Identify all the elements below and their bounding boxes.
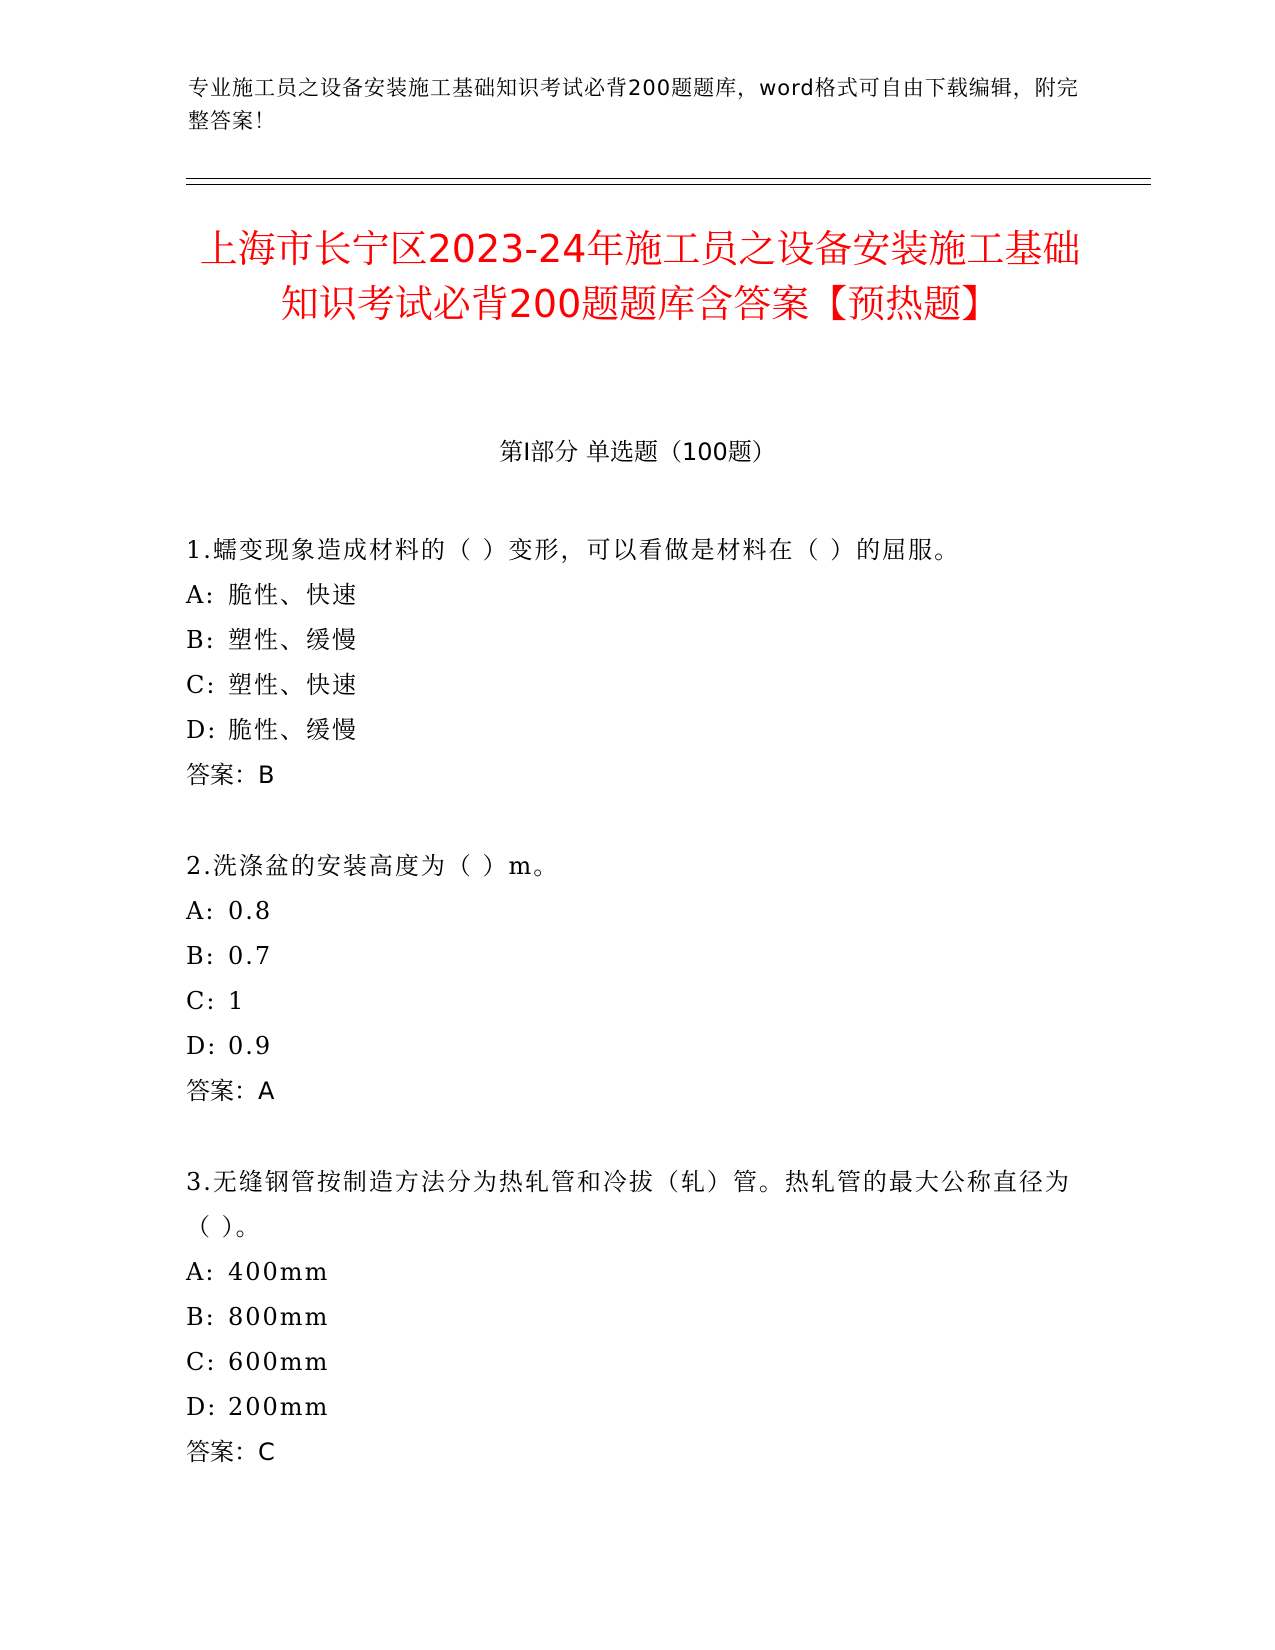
answer-text: 答案：B (186, 761, 275, 789)
option-a (186, 889, 1086, 934)
option-b (186, 618, 1086, 663)
option-text: 200mm (228, 1393, 330, 1421)
question-item (186, 1160, 1086, 1475)
option-text: 0.9 (228, 1032, 273, 1060)
option-text: 400mm (228, 1258, 330, 1286)
option-text: 0.8 (228, 897, 273, 925)
option-b (186, 934, 1086, 979)
question-item (186, 844, 1086, 1114)
header-divider-bottom (186, 184, 1151, 185)
option-d (186, 708, 1086, 753)
question-text: 1.蠕变现象造成材料的（ ）变形，可以看做是材料在（ ）的屈服。 (186, 536, 961, 564)
option-letter: B: (186, 1303, 216, 1331)
option-text: 800mm (228, 1303, 330, 1331)
option-letter: A: (186, 581, 216, 609)
option-c (186, 1340, 1086, 1385)
question-list (186, 528, 1086, 1521)
option-text: 1 (228, 987, 246, 1015)
option-letter: A: (186, 1258, 216, 1286)
intro-text: 专业施工员之设备安装施工基础知识考试必背200题题库，word格式可自由下载编辑，附完整答案！ (188, 76, 1079, 133)
option-text: 脆性、快速 (228, 581, 358, 609)
header-divider-top (186, 178, 1151, 179)
option-letter: C: (186, 987, 217, 1015)
option-letter: D: (186, 1393, 218, 1421)
question-text: 2.洗涤盆的安装高度为（ ）m。 (186, 852, 560, 880)
option-b (186, 1295, 1086, 1340)
option-text: 0.7 (228, 942, 273, 970)
option-letter: D: (186, 1032, 218, 1060)
option-letter: D: (186, 716, 218, 744)
option-text: 600mm (228, 1348, 330, 1376)
option-c (186, 979, 1086, 1024)
option-text: 塑性、缓慢 (228, 626, 358, 654)
option-a (186, 1250, 1086, 1295)
section-heading: 第Ⅰ部分 单选题（100题） (499, 438, 776, 466)
option-letter: A: (186, 897, 216, 925)
answer-text: 答案：C (186, 1438, 275, 1466)
option-d (186, 1385, 1086, 1430)
option-letter: C: (186, 1348, 217, 1376)
option-text: 塑性、快速 (228, 671, 358, 699)
question-item (186, 528, 1086, 798)
option-letter: B: (186, 626, 216, 654)
document-title: 上海市长宁区2023-24年施工员之设备安装施工基础知识考试必背200题题库含答案【预热题】 (199, 227, 1081, 326)
option-letter: B: (186, 942, 216, 970)
option-c (186, 663, 1086, 708)
option-a (186, 573, 1086, 618)
answer-text: 答案：A (186, 1077, 275, 1105)
option-text: 脆性、缓慢 (228, 716, 358, 744)
option-letter: C: (186, 671, 217, 699)
question-text: 3.无缝钢管按制造方法分为热轧管和冷拔（轧）管。热轧管的最大公称直径为（ ）。 (186, 1168, 1071, 1241)
option-d (186, 1024, 1086, 1069)
